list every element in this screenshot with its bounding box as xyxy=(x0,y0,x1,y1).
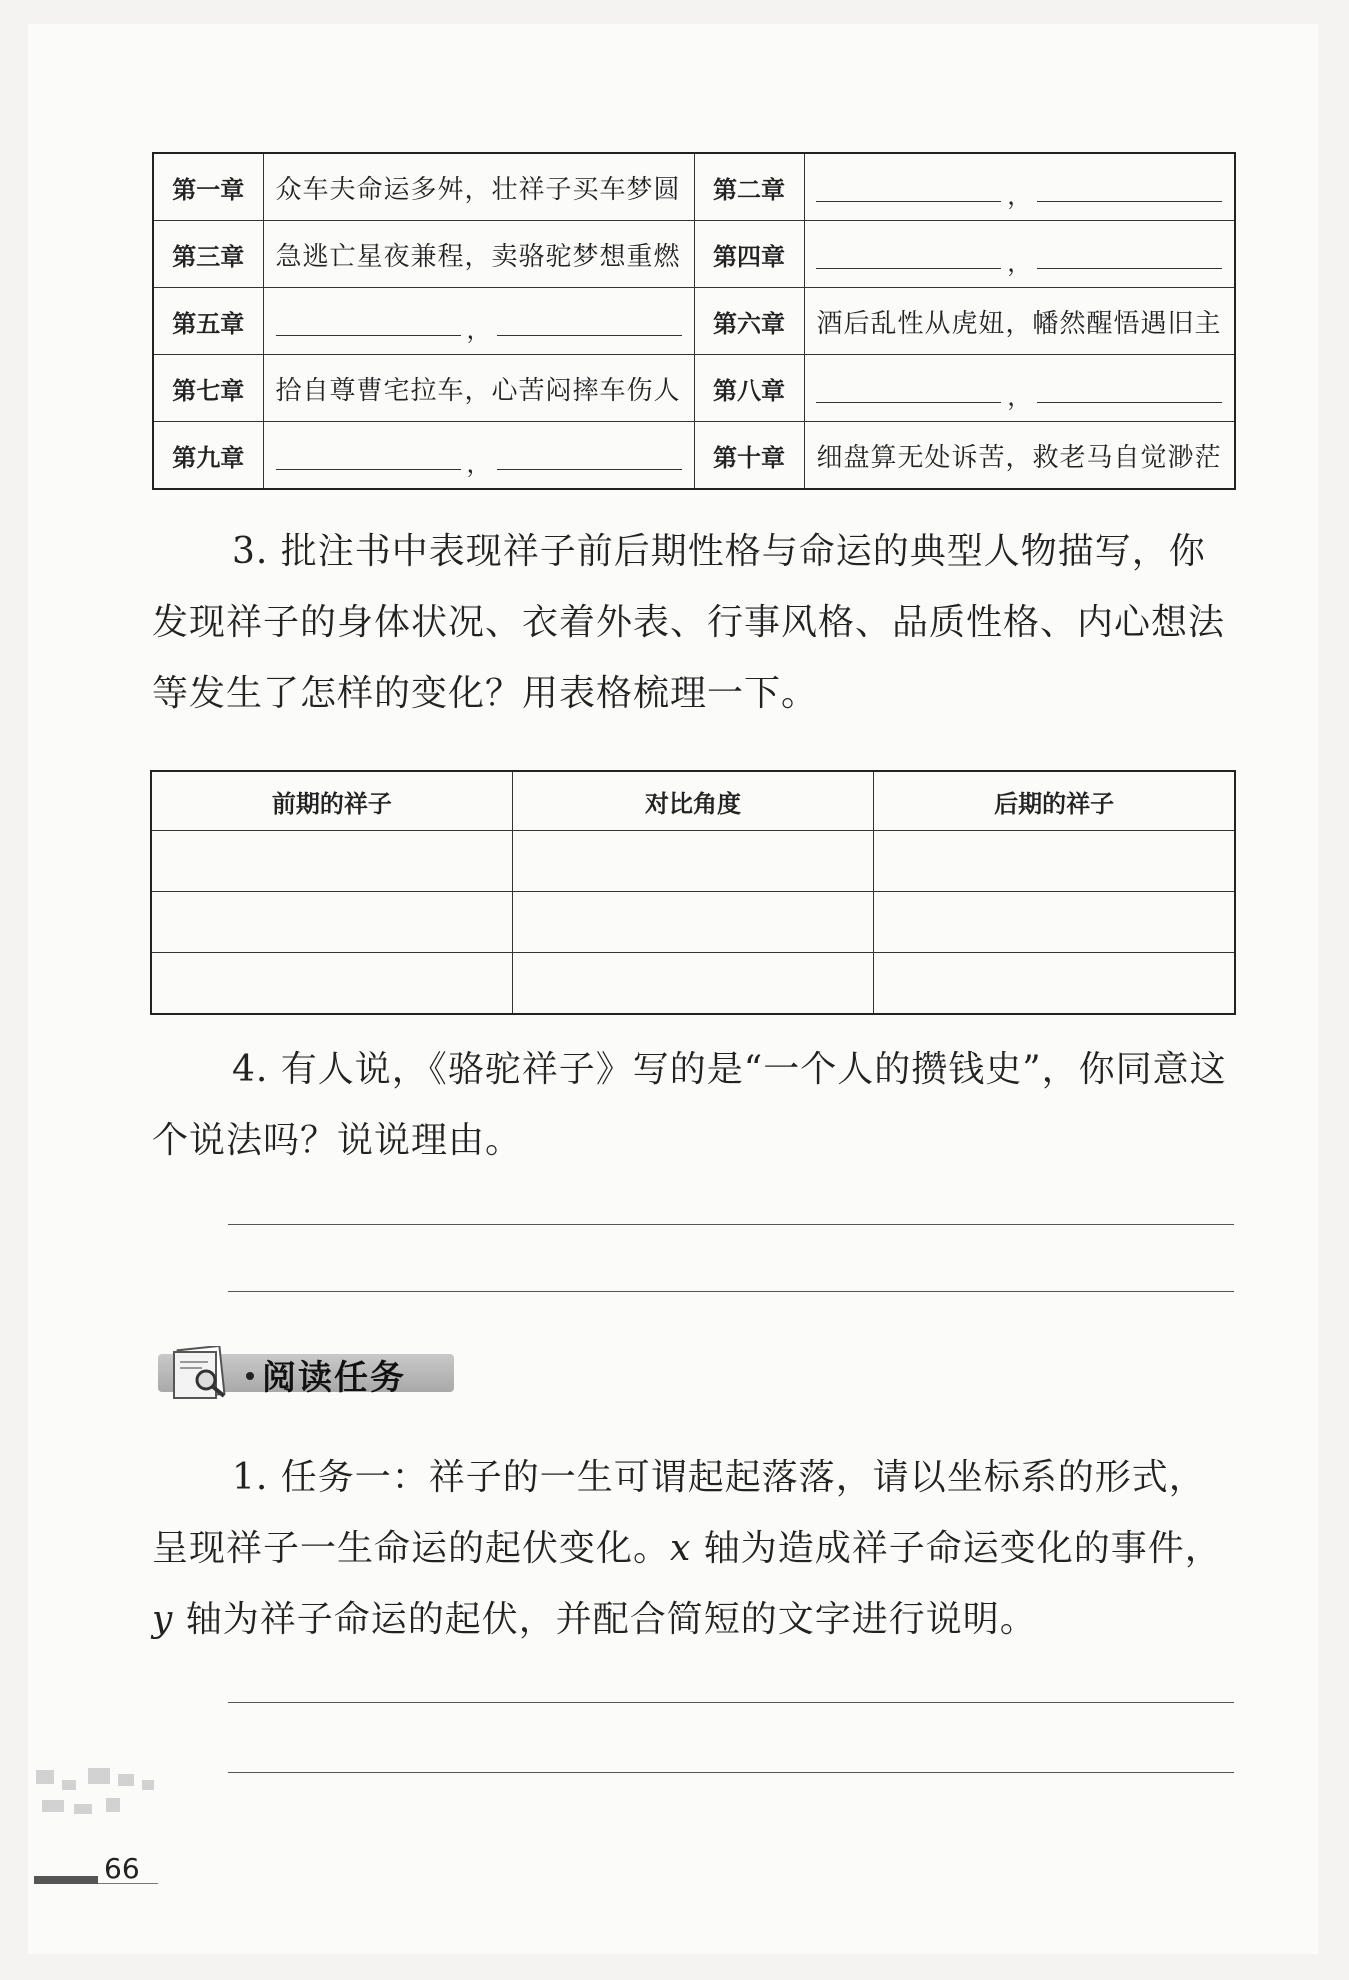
answer-cell[interactable] xyxy=(151,953,512,1015)
chapter-label: 第五章 xyxy=(153,288,263,355)
chapter-summary-blank[interactable] xyxy=(804,221,1235,288)
answer-line[interactable] xyxy=(228,1772,1234,1773)
answer-cell[interactable] xyxy=(874,953,1235,1015)
answer-cell[interactable] xyxy=(512,892,873,953)
table-row xyxy=(153,288,1235,355)
fill-blank[interactable] xyxy=(497,468,682,470)
page-number: 66 xyxy=(104,1852,140,1885)
task-1-text xyxy=(152,1442,1238,1655)
header-comparison-angle: 对比角度 xyxy=(512,771,873,831)
fill-blank[interactable] xyxy=(276,334,461,336)
answer-line[interactable] xyxy=(228,1224,1234,1225)
blank-separator: ， xyxy=(466,316,491,344)
chapter-label: 第九章 xyxy=(153,422,263,490)
chapter-label: 第一章 xyxy=(153,153,263,221)
chapter-label: 第二章 xyxy=(694,153,804,221)
blank-pair xyxy=(805,355,1235,421)
question-3-text: 3. 批注书中表现祥子前后期性格与命运的典型人物描写，你发现祥子的身体状况、衣着外表、行事风格、品质性格、内心想法等发生了怎样的变化？用表格梳理一下。 xyxy=(152,531,1226,714)
fill-blank[interactable] xyxy=(1037,267,1222,269)
chapter-summary: 拾自尊曹宅拉车，心苦闷摔车伤人 xyxy=(263,355,694,422)
section-title: 阅读任务 xyxy=(262,1358,406,1398)
blank-separator: ， xyxy=(1007,383,1032,411)
magnifier-book-icon xyxy=(150,1346,240,1402)
chapter-summary-blank[interactable] xyxy=(263,288,694,355)
fill-blank[interactable] xyxy=(816,267,1001,269)
chapter-summary: 酒后乱性从虎妞，幡然醒悟遇旧主 xyxy=(804,288,1235,355)
fill-blank[interactable] xyxy=(497,334,682,336)
chapter-summary: 急逃亡星夜兼程，卖骆驼梦想重燃 xyxy=(263,221,694,288)
x-axis-variable: x xyxy=(670,1528,692,1569)
blank-separator: ， xyxy=(1007,182,1032,210)
blank-pair xyxy=(805,154,1235,220)
y-axis-variable: y xyxy=(152,1599,174,1640)
chapter-summary-table xyxy=(152,152,1236,490)
chapter-label: 第四章 xyxy=(694,221,804,288)
chapter-summary: 细盘算无处诉苦，救老马自觉渺茫 xyxy=(804,422,1235,490)
fill-blank[interactable] xyxy=(816,200,1001,202)
answer-cell[interactable] xyxy=(512,953,873,1015)
table-row xyxy=(151,953,1235,1015)
fill-blank[interactable] xyxy=(1037,401,1222,403)
table-row xyxy=(153,153,1235,221)
fill-blank[interactable] xyxy=(816,401,1001,403)
answer-cell[interactable] xyxy=(151,831,512,892)
table-row xyxy=(153,355,1235,422)
page-number-bar xyxy=(34,1876,98,1884)
section-banner-reading-task xyxy=(150,1346,454,1398)
chapter-label: 第三章 xyxy=(153,221,263,288)
blank-pair xyxy=(805,221,1235,287)
chapter-summary: 众车夫命运多舛，壮祥子买车梦圆 xyxy=(263,153,694,221)
banner-dot xyxy=(246,1372,254,1380)
chapter-summary-blank[interactable] xyxy=(804,153,1235,221)
answer-cell[interactable] xyxy=(874,892,1235,953)
corner-decoration-icon xyxy=(28,1760,168,1840)
chapter-label: 第十章 xyxy=(694,422,804,490)
table-row xyxy=(153,221,1235,288)
answer-line[interactable] xyxy=(228,1291,1234,1292)
table-row xyxy=(151,892,1235,953)
header-late-xiangzi: 后期的祥子 xyxy=(874,771,1235,831)
chapter-summary-blank[interactable] xyxy=(804,355,1235,422)
answer-line[interactable] xyxy=(228,1702,1234,1703)
table-row xyxy=(153,422,1235,490)
question-4-text: 4. 有人说，《骆驼祥子》写的是“一个人的攒钱史”，你同意这个说法吗？说说理由。 xyxy=(152,1049,1227,1161)
chapter-summary-blank[interactable] xyxy=(263,422,694,490)
blank-pair xyxy=(264,288,694,354)
blank-pair xyxy=(264,422,694,488)
header-early-xiangzi: 前期的祥子 xyxy=(151,771,512,831)
chapter-label: 第七章 xyxy=(153,355,263,422)
answer-cell[interactable] xyxy=(151,892,512,953)
chapter-label: 第六章 xyxy=(694,288,804,355)
task-1-part1: 1. 任务一：祥子的一生可谓起起落落，请以坐标系的形式，呈现祥子一生命运的起伏变化。 xyxy=(152,1457,1206,1569)
chapter-label: 第八章 xyxy=(694,355,804,422)
fill-blank[interactable] xyxy=(276,468,461,470)
blank-separator: ， xyxy=(1007,249,1032,277)
fill-blank[interactable] xyxy=(1037,200,1222,202)
task-1-part3: 轴为祥子命运的起伏，并配合简短的文字进行说明。 xyxy=(173,1599,1037,1640)
blank-separator: ， xyxy=(466,450,491,478)
task-1-part2: 轴为造成祥子命运变化的事件， xyxy=(691,1528,1222,1569)
table-row xyxy=(151,831,1235,892)
answer-cell[interactable] xyxy=(512,831,873,892)
answer-cell[interactable] xyxy=(874,831,1235,892)
comparison-table xyxy=(150,770,1236,1015)
